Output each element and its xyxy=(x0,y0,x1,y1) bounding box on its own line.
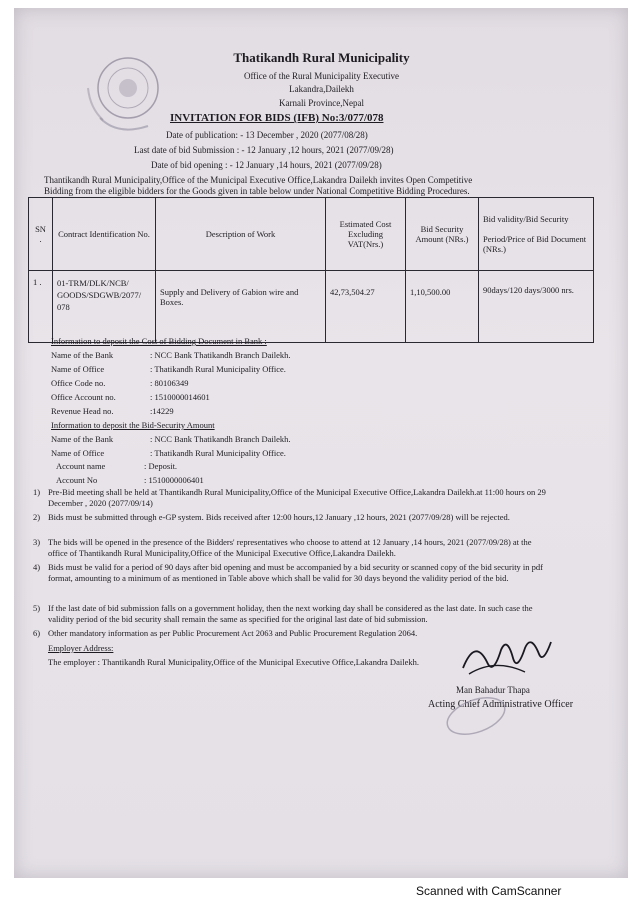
table-header-row xyxy=(29,198,594,271)
note-text: If the last date of bid submission falls on a government holiday, then the next working day shall be considered as the last date. In such case the validity period of the bid security shall remain the same as specified for the original last date of bid submission. xyxy=(48,603,533,624)
bs-account-no-label: Account No xyxy=(56,475,98,485)
cell-validity: 90days/120 days/3000 nrs. xyxy=(479,271,594,343)
bank-value: : NCC Bank Thatikandh Branch Dailekh. xyxy=(150,350,291,360)
publication-date: Date of publication: - 13 December , 2020 (2077/08/28) xyxy=(166,130,368,140)
note-text: Bids must be submitted through e-GP system. Bids received after 12:00 hours,12 January ,12 hours, 2021 (2077/09/28) will be rejected. xyxy=(48,512,510,522)
cell-bid-security: 1,10,500.00 xyxy=(406,271,479,343)
province: Karnali Province,Nepal xyxy=(279,98,364,108)
bs-bank-value: : NCC Bank Thatikandh Branch Dailekh. xyxy=(150,434,291,444)
office-address: Lakandra,Dailekh xyxy=(289,84,354,94)
office-code-label: Office Code no. xyxy=(51,378,106,388)
note-number: 5) xyxy=(33,603,41,613)
note-text: Bids must be valid for a period of 90 days after bid opening and must be accompanied by a bid security or scanned copy of the bid security in pdf format, amounting to a minimum of as mentioned in Table above which shall be valid for 30 days beyond the validity period of the bid. xyxy=(48,562,543,583)
office-value: : Thatikandh Rural Municipality Office. xyxy=(150,364,286,374)
office-stamp xyxy=(440,692,520,742)
ifb-title: INVITATION FOR BIDS (IFB) No:3/077/078 xyxy=(170,112,384,124)
cell-description: Supply and Delivery of Gabion wire and Boxes. xyxy=(156,271,326,343)
revenue-head-value: :14229 xyxy=(150,406,174,416)
signatory-name: Man Bahadur Thapa xyxy=(456,685,530,695)
office-code-value: : 80106349 xyxy=(150,378,189,388)
note-text: Pre-Bid meeting shall be held at Thantikandh Rural Municipality,Office of the Municipal Executive Office,Lakandra Dailekh.at 11:00 hours on 29 December , 2020 (2077/09/14) xyxy=(48,487,546,508)
bs-office-value: : Thatikandh Rural Municipality Office. xyxy=(150,448,286,458)
bs-account-name-value: : Deposit. xyxy=(144,461,178,471)
cell-estimated-cost: 42,73,504.27 xyxy=(326,271,406,343)
cell-contract-id: 01-TRM/DLK/NCB/ GOODS/SDGWB/2077/ 078 xyxy=(53,271,156,343)
bank-label: Name of the Bank xyxy=(51,350,114,360)
bid-security-heading: Information to deposit the Bid-Security Amount xyxy=(51,420,215,430)
note-text: The bids will be opened in the presence of the Bidders' representatives who choose to attend at 12 January ,14 hours, 2021 (2077/09/28) at the office of Thantikandh Rural Municipality,Office of the Municipal Executive Office,Lakandra Dailekh. xyxy=(48,537,532,558)
intro-line-2: Bidding from the eligible bidders for the Goods given in table below under National Competitive Bidding Procedures. xyxy=(44,186,470,196)
office-name: Office of the Rural Municipality Executive xyxy=(243,71,400,81)
note-text: Other mandatory information as per Public Procurement Act 2063 and Public Procurement Regulation 2064. xyxy=(48,628,418,638)
revenue-head-label: Revenue Head no. xyxy=(51,406,114,416)
submission-date: Last date of bid Submission : - 12 January ,12 hours, 2021 (2077/09/28) xyxy=(134,145,394,155)
col-description: Description of Work xyxy=(156,198,326,271)
bs-office-label: Name of Office xyxy=(51,448,105,458)
office-label: Name of Office xyxy=(51,364,105,374)
office-account-value: : 1510000014601 xyxy=(150,392,210,402)
bidding-doc-heading: Information to deposit the Cost of Bidding Document in Bank : xyxy=(51,336,267,346)
bids-table xyxy=(28,197,594,343)
municipality-name: Thatikandh Rural Municipality xyxy=(233,50,410,65)
bs-account-no-value: : 1510000006401 xyxy=(144,475,204,485)
col-contract-id: Contract Identification No. xyxy=(53,198,156,271)
note-number: 4) xyxy=(33,562,41,572)
note-number: 2) xyxy=(33,512,41,522)
bs-bank-label: Name of the Bank xyxy=(51,434,114,444)
employer-heading: Employer Address: xyxy=(48,643,114,653)
intro-line-1: Thantikandh Rural Municipality,Office of the Municipal Executive Office,Lakandra Dailekh invites Open Competitive xyxy=(44,175,473,185)
signatory-title: Acting Chief Administrative Officer xyxy=(428,699,574,710)
office-account-label: Office Account no. xyxy=(51,392,116,402)
table-row xyxy=(29,271,594,343)
opening-date: Date of bid opening : - 12 January ,14 hours, 2021 (2077/09/28) xyxy=(151,160,382,170)
col-sn: SN . xyxy=(29,198,53,271)
bs-account-name-label: Account name xyxy=(56,461,106,471)
employer-text: The employer : Thantikandh Rural Municipality,Office of the Municipal Executive Office,Lakandra Dailekh. xyxy=(48,657,419,667)
note-number: 6) xyxy=(33,628,41,638)
scanner-watermark: Scanned with CamScanner xyxy=(416,884,562,898)
col-estimated-cost: Estimated Cost Excluding VAT(Nrs.) xyxy=(326,198,406,271)
cell-sn: 1 . xyxy=(29,271,53,343)
col-bid-security: Bid Security Amount (NRs.) xyxy=(406,198,479,271)
note-number: 3) xyxy=(33,537,41,547)
col-validity: Bid validity/Bid Security Period/Price of Bid Document (NRs.) xyxy=(479,198,594,271)
note-number: 1) xyxy=(33,487,41,497)
handwritten-signature xyxy=(455,628,565,688)
